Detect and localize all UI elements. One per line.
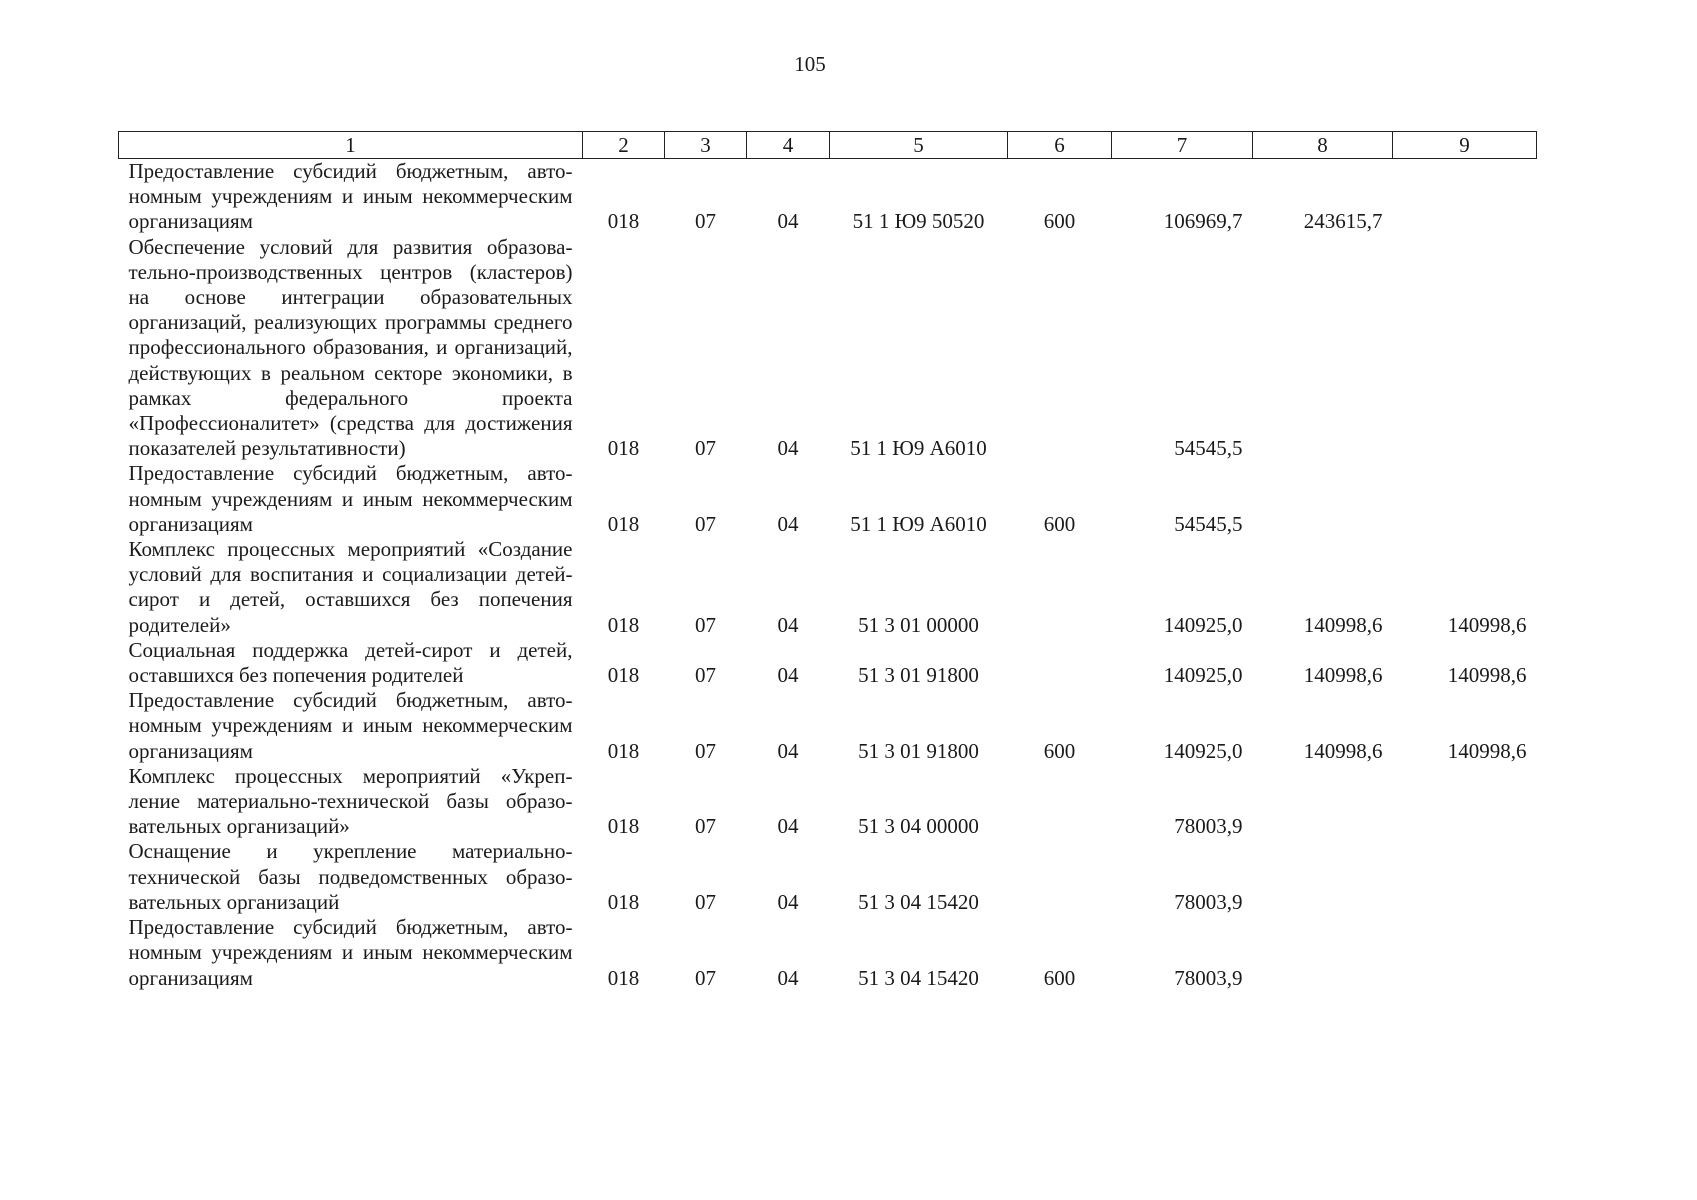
header-cell: 7 bbox=[1112, 132, 1253, 159]
cell-col5: 51 3 01 00000 bbox=[858, 612, 979, 637]
cell-col6 bbox=[1008, 764, 1112, 840]
cell-col8: 140998,6 bbox=[1303, 663, 1383, 688]
row-description: Предоставление субсидий бюджетным, автономным учреждениям и иным некоммерческим организациям bbox=[128, 461, 573, 536]
table-row bbox=[119, 159, 1537, 235]
table-row bbox=[119, 537, 1537, 638]
cell-col2: 018 bbox=[607, 889, 640, 914]
cell-col4: 04 bbox=[777, 889, 799, 914]
cell-col4: 04 bbox=[777, 663, 799, 688]
cell-col9 bbox=[1393, 159, 1537, 235]
header-row bbox=[119, 132, 1537, 159]
cell-col8 bbox=[1253, 235, 1393, 462]
row-description: Комплекс процессных мероприятий «Укрепление материально-технической базы образовательных организаций» bbox=[128, 763, 573, 839]
header-cell: 4 bbox=[747, 132, 830, 159]
cell-col5: 51 3 04 15420 bbox=[858, 965, 979, 990]
cell-col6 bbox=[1008, 235, 1112, 462]
table-row bbox=[119, 461, 1537, 537]
cell-col9 bbox=[1393, 839, 1537, 915]
cell-col7: 140925,0 bbox=[1163, 663, 1243, 688]
row-description: Предоставление субсидий бюджетным, автономным учреждениям и иным некоммерческим организациям bbox=[128, 915, 573, 990]
cell-col9 bbox=[1393, 915, 1537, 991]
cell-col8: 140998,6 bbox=[1303, 738, 1383, 763]
cell-col7: 54545,5 bbox=[1174, 436, 1243, 461]
cell-col6: 600 bbox=[1043, 738, 1076, 763]
cell-col8: 140998,6 bbox=[1303, 612, 1383, 637]
cell-col5: 51 1 Ю9 А6010 bbox=[850, 511, 987, 536]
cell-col8 bbox=[1253, 764, 1393, 840]
page-number: 105 bbox=[794, 52, 826, 76]
cell-col6 bbox=[1008, 839, 1112, 915]
row-description: Комплекс процессных мероприятий «Создание условий для воспитания и социализации детей-сирот и детей, оставшихся без попечения родителей» bbox=[128, 537, 573, 637]
table-row bbox=[119, 638, 1537, 688]
cell-col4: 04 bbox=[777, 436, 799, 461]
cell-col4: 04 bbox=[777, 612, 799, 637]
cell-col8 bbox=[1253, 839, 1393, 915]
row-description: Обеспечение условий для развития образовательно-производственных центров (кластеров) на основе интеграции образовательных организаций, реализующих программы среднего профессионального образования, и организаций, действующих в реальном секторе экономики, в рамках федерального проекта «Профессионалитет» (средства для достижения показателей результативности) bbox=[128, 234, 573, 461]
header-cell: 2 bbox=[583, 132, 665, 159]
cell-col5: 51 3 04 15420 bbox=[858, 889, 979, 914]
table-row bbox=[119, 235, 1537, 462]
cell-col3: 07 bbox=[695, 814, 716, 839]
cell-col3: 07 bbox=[695, 511, 716, 536]
header-cell: 8 bbox=[1253, 132, 1393, 159]
cell-col2: 018 bbox=[607, 436, 640, 461]
cell-col3: 07 bbox=[695, 965, 716, 990]
cell-col2: 018 bbox=[607, 965, 640, 990]
cell-col2: 018 bbox=[607, 511, 640, 536]
cell-col9 bbox=[1393, 235, 1537, 462]
cell-col6: 600 bbox=[1043, 965, 1076, 990]
cell-col8: 243615,7 bbox=[1303, 209, 1383, 234]
cell-col3: 07 bbox=[695, 209, 716, 234]
row-description: Предоставление субсидий бюджетным, автономным учреждениям и иным некоммерческим организациям bbox=[128, 159, 573, 234]
cell-col9: 140998,6 bbox=[1447, 612, 1527, 637]
cell-col6: 600 bbox=[1043, 511, 1076, 536]
cell-col3: 07 bbox=[695, 436, 716, 461]
header-cell: 6 bbox=[1008, 132, 1112, 159]
cell-col8 bbox=[1253, 461, 1393, 537]
cell-col6: 600 bbox=[1043, 209, 1076, 234]
cell-col3: 07 bbox=[695, 612, 716, 637]
cell-col7: 54545,5 bbox=[1174, 511, 1243, 536]
cell-col4: 04 bbox=[777, 738, 799, 763]
cell-col7: 78003,9 bbox=[1174, 889, 1243, 914]
cell-col7: 140925,0 bbox=[1163, 612, 1243, 637]
cell-col7: 140925,0 bbox=[1163, 738, 1243, 763]
header-cell: 1 bbox=[119, 132, 583, 159]
cell-col5: 51 3 01 91800 bbox=[858, 663, 979, 688]
table-row bbox=[119, 915, 1537, 991]
cell-col4: 04 bbox=[777, 209, 799, 234]
cell-col2: 018 bbox=[607, 738, 640, 763]
table-row bbox=[119, 688, 1537, 764]
cell-col2: 018 bbox=[607, 663, 640, 688]
cell-col4: 04 bbox=[777, 814, 799, 839]
cell-col7: 106969,7 bbox=[1163, 209, 1243, 234]
cell-col6 bbox=[1008, 638, 1112, 688]
cell-col4: 04 bbox=[777, 965, 799, 990]
row-description: Оснащение и укрепление материально-технической базы подведомственных образовательных организаций bbox=[128, 839, 573, 914]
table-row bbox=[119, 764, 1537, 840]
cell-col3: 07 bbox=[695, 738, 716, 763]
row-description: Предоставление субсидий бюджетным, автономным учреждениям и иным некоммерческим организациям bbox=[128, 688, 573, 763]
cell-col2: 018 bbox=[607, 814, 640, 839]
cell-col3: 07 bbox=[695, 663, 716, 688]
cell-col8 bbox=[1253, 915, 1393, 991]
row-description: Социальная поддержка детей-сирот и детей, оставшихся без попечения родителей bbox=[128, 637, 573, 688]
cell-col7: 78003,9 bbox=[1174, 814, 1243, 839]
cell-col5: 51 3 04 00000 bbox=[858, 814, 979, 839]
cell-col2: 018 bbox=[607, 612, 640, 637]
header-cell: 9 bbox=[1393, 132, 1537, 159]
cell-col7: 78003,9 bbox=[1174, 965, 1243, 990]
header-cell: 3 bbox=[665, 132, 747, 159]
cell-col5: 51 1 Ю9 А6010 bbox=[850, 436, 987, 461]
cell-col9 bbox=[1393, 764, 1537, 840]
cell-col9: 140998,6 bbox=[1447, 738, 1527, 763]
cell-col2: 018 bbox=[607, 209, 640, 234]
table-row bbox=[119, 839, 1537, 915]
cell-col6 bbox=[1008, 537, 1112, 638]
cell-col5: 51 3 01 91800 bbox=[858, 738, 979, 763]
cell-col4: 04 bbox=[777, 511, 799, 536]
cell-col3: 07 bbox=[695, 889, 716, 914]
cell-col5: 51 1 Ю9 50520 bbox=[852, 209, 985, 234]
cell-col9: 140998,6 bbox=[1447, 663, 1527, 688]
header-cell: 5 bbox=[830, 132, 1008, 159]
budget-table bbox=[118, 131, 1537, 991]
cell-col9 bbox=[1393, 461, 1537, 537]
